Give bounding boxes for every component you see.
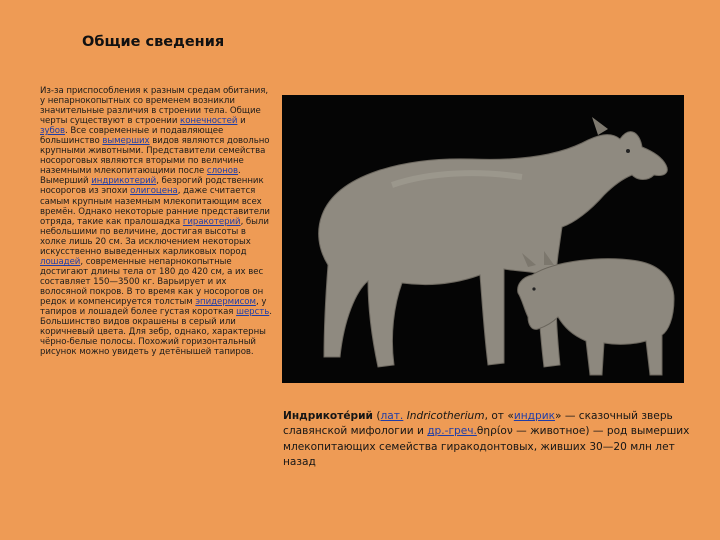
link-sherst[interactable]: шерсть [236, 307, 270, 318]
link-indrik[interactable]: индрик [513, 410, 555, 422]
link-lat[interactable]: лат. [380, 410, 404, 422]
indricotherium-photo [282, 95, 684, 383]
page-title: Общие сведения [82, 34, 225, 50]
caption-text-segment: θηρίον — животное) — род вымерших млекопитающих семейства гиракодонтовых, живших 30—20 млн лет назад [283, 425, 690, 468]
body-text-segment: . Большинство видов окрашены в серый или коричневый цвета. Для зебр, однако, характерны чёрно-белые полосы. Похожий горизонтальный рисунок можно увидеть у детёнышей тапиров. [40, 307, 272, 358]
body-text-segment: Из-за приспособления к разным средам обитания, у непарнокопытных со временем возникли значительные различия в строении тела. Общие черты существуют в строении [40, 86, 269, 127]
caption-text-segment: » — сказочный зверь славянской мифологии и [283, 410, 673, 438]
link-epidermisom[interactable]: эпидермисом [195, 296, 256, 307]
body-text-segment: , у тапиров и лошадей более густая короткая [40, 296, 267, 318]
link-zubov[interactable]: зубов [40, 126, 66, 137]
body-text-segment: , были небольшими по величине, достигая высоты в холке лишь 20 см. За исключением некоторых искусственно выведенных карликовых пород [40, 216, 269, 257]
link-indrikoteriy[interactable]: индрикотерий [91, 176, 157, 187]
link-slonov[interactable]: слонов [206, 166, 239, 177]
caption-latin-name: Indricotherium [406, 410, 485, 422]
body-text-segment: видов являются довольно крупными животными. Представители семейства носороговых являются вторыми по величине наземными млекопитающими после [40, 136, 270, 177]
body-text-segment: . Все современные и подавляющее большинство [40, 126, 224, 147]
body-text-segment: , современные непарнокопытные достигают длины тела от 180 до 420 см, а их вес составляет 150—3500 кг. Варьирует и их волосяной покров. В то время как у носорогов он редок и компенсируется толстым [40, 256, 264, 307]
link-dr-grech[interactable]: др.-греч. [427, 425, 477, 438]
link-oligotsena[interactable]: олигоцена [130, 186, 178, 197]
photo-caption [283, 409, 703, 470]
link-loshadey[interactable]: лошадей [40, 256, 81, 267]
body-text-segment: , даже считается самым крупным наземным млекопитающим всех времён. Однако некоторые ранние представители отряда, такие как пралошадка [40, 186, 270, 227]
body-text-segment: . Вымерший [40, 166, 241, 187]
caption-term: Индрикоте́рий [283, 410, 373, 422]
body-text-segment: и [237, 116, 246, 127]
body-text-segment: , безрогий родственник носорогов из эпохи [40, 176, 264, 197]
link-girakoteriy[interactable]: гиракотерий [182, 216, 241, 227]
link-konechnostey[interactable]: конечностей [180, 116, 238, 127]
body-paragraph [40, 86, 272, 357]
caption-text-segment: ( [372, 410, 381, 422]
link-vymershih[interactable]: вымерших [102, 136, 150, 147]
indricotherium-illustration [282, 95, 684, 383]
caption-text-segment: , от « [484, 410, 514, 422]
